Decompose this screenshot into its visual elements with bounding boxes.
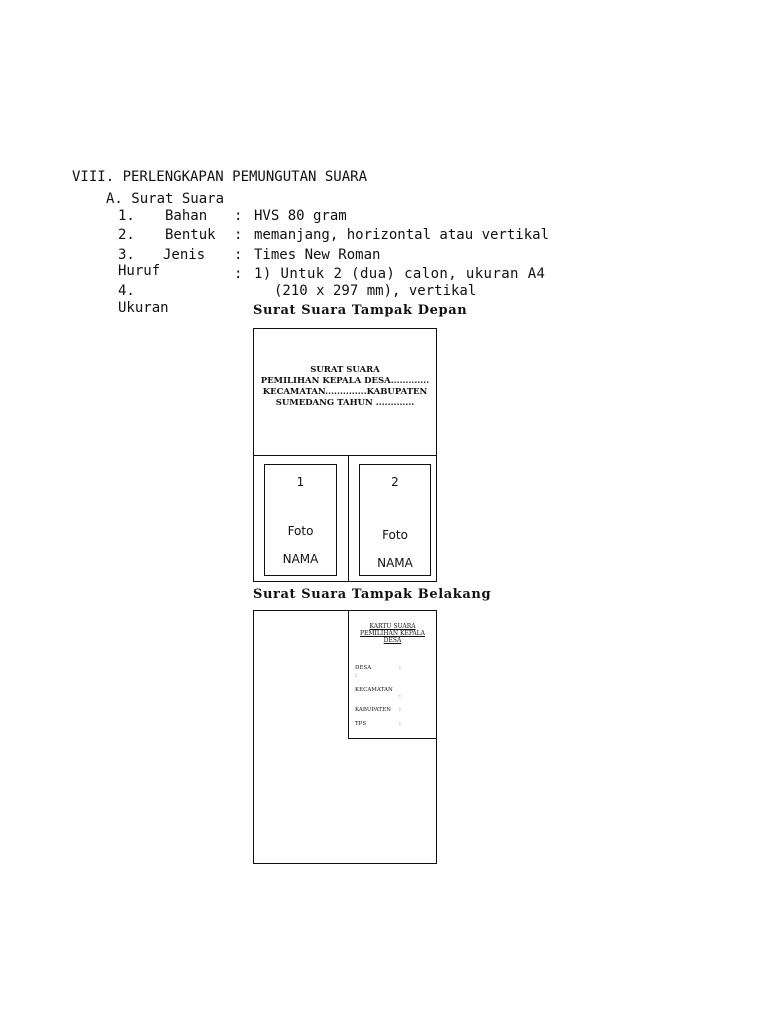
item-value: memanjang, horizontal atau vertikal: [254, 227, 550, 243]
field-colon: :: [399, 707, 401, 713]
candidate-box-1: [264, 464, 337, 576]
ballot-front-header: [254, 365, 436, 409]
item-number: 2.: [118, 227, 135, 243]
item-colon: :: [234, 266, 243, 282]
divider: [254, 455, 436, 456]
vote-card: [348, 610, 437, 739]
item-value-cont: (210 x 297 mm), vertikal: [274, 283, 477, 299]
item-number: 4.: [118, 283, 135, 299]
header-line: SURAT SUARA: [310, 365, 380, 375]
card-title-line: KARTU SUARA: [369, 623, 416, 630]
candidate-name: NAMA: [377, 556, 413, 570]
item-colon: :: [234, 247, 243, 263]
field-label: TPS: [355, 721, 367, 727]
back-view-title: Surat Suara Tampak Belakang: [253, 587, 492, 602]
header-line: KECAMATAN..............KABUPATEN: [262, 387, 428, 397]
card-title-line: DESA: [383, 637, 402, 644]
candidate-number: 2: [391, 475, 399, 489]
item-label: Ukuran: [118, 300, 169, 316]
divider: [348, 455, 349, 581]
item-value: HVS 80 gram: [254, 208, 347, 224]
item-colon: :: [234, 227, 243, 243]
field-label: KECAMATAN: [355, 687, 393, 693]
item-label: Bahan: [165, 208, 208, 224]
subsection-heading: A. Surat Suara: [106, 191, 225, 207]
item-label: Bentuk: [165, 227, 216, 243]
header-line: PEMILIHAN KEPALA DESA.............: [260, 376, 430, 386]
card-title-line: PEMILIHAN KEPALA: [359, 630, 425, 637]
header-line: SUMEDANG TAHUN .............: [275, 398, 415, 408]
item-label-cont: Huruf: [118, 263, 161, 279]
field-colon: :: [399, 694, 401, 700]
ballot-back: [253, 610, 437, 864]
front-view-title: Surat Suara Tampak Depan: [253, 303, 468, 318]
item-value: Times New Roman: [254, 247, 381, 263]
item-number: 1.: [118, 208, 135, 224]
candidate-box-2: [359, 464, 431, 576]
item-label: Jenis: [163, 247, 206, 263]
candidate-name: NAMA: [282, 552, 319, 566]
candidate-number: 1: [296, 475, 305, 489]
vote-card-title: [349, 623, 436, 644]
item-value: 1) Untuk 2 (dua) calon, ukuran A4: [254, 266, 546, 282]
item-colon: :: [234, 208, 243, 224]
item-number: 3.: [118, 247, 135, 263]
candidate-photo: Foto: [287, 524, 314, 538]
field-colon: :: [355, 673, 357, 679]
field-colon: :: [399, 665, 401, 671]
field-label: DESA: [355, 665, 372, 671]
field-colon: :: [399, 721, 401, 727]
ballot-front: [253, 328, 437, 582]
section-heading: VIII. PERLENGKAPAN PEMUNGUTAN SUARA: [72, 169, 368, 185]
field-label: KABUPATEN: [355, 707, 391, 713]
candidate-photo: Foto: [382, 528, 408, 542]
